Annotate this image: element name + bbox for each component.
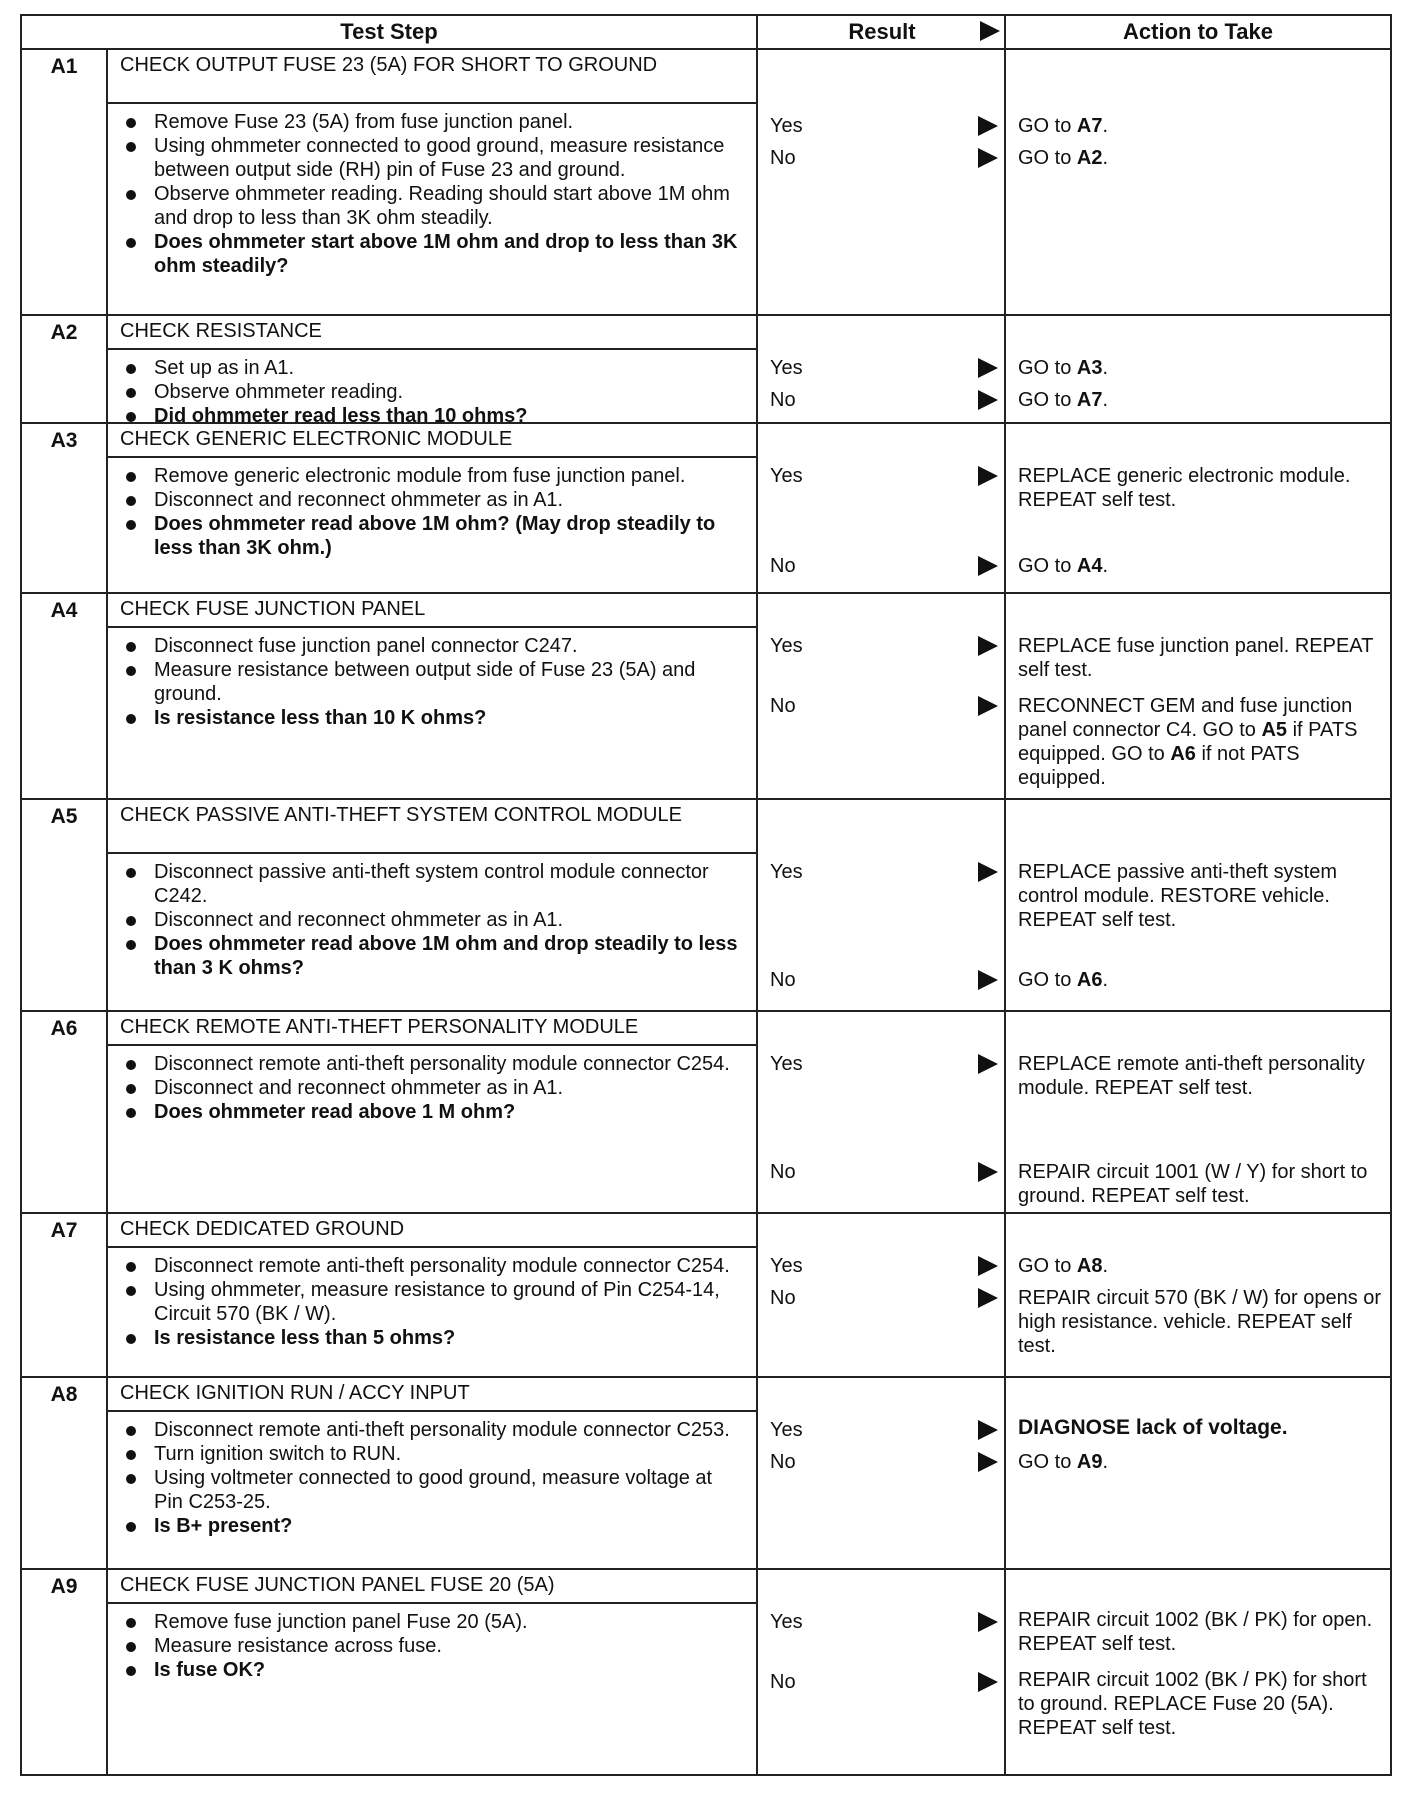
header-result — [756, 16, 1006, 48]
arrow-icon — [978, 1256, 998, 1276]
action-text: if not PATS equipped. — [1018, 743, 1300, 789]
action-column — [1004, 316, 1390, 422]
arrow-icon — [978, 1054, 998, 1074]
result-yes: Yes — [770, 1419, 803, 1441]
bullet: Disconnect remote anti-theft personality module connector C254. — [120, 1052, 746, 1076]
result-no: No — [770, 1671, 796, 1693]
arrow-icon — [978, 358, 998, 378]
step-a9 — [22, 1570, 1390, 1774]
action-text: . — [1102, 357, 1109, 379]
action-yes — [1018, 634, 1384, 682]
step-body — [106, 1412, 756, 1568]
step-a8 — [22, 1378, 1390, 1570]
step-ref: A8 — [1076, 1255, 1103, 1277]
action-text: REPAIR circuit 570 (BK / W) for opens or high resistance. vehicle. REPEAT self test. — [1018, 1287, 1382, 1357]
step-body — [106, 1046, 756, 1212]
result-no: No — [770, 969, 796, 991]
action-text: . — [1102, 147, 1109, 169]
step-a1 — [22, 50, 1390, 316]
step-a6 — [22, 1012, 1390, 1214]
step-title: CHECK DEDICATED GROUND — [106, 1214, 756, 1248]
step-id: A3 — [50, 429, 78, 452]
header-action: Action to Take — [1004, 16, 1390, 48]
step-body — [106, 1248, 756, 1376]
step-title: CHECK RESISTANCE — [106, 316, 756, 350]
result-yes: Yes — [770, 357, 803, 379]
bullet: Observe ohmmeter reading. Reading should start above 1M ohm and drop to less than 3K ohm steadily. — [120, 182, 746, 230]
action-no — [1018, 1286, 1384, 1358]
action-no — [1018, 694, 1384, 790]
step-body — [106, 854, 756, 1010]
action-text: GO to — [1018, 1255, 1077, 1277]
action-text: GO to — [1018, 555, 1077, 577]
bullet: Using voltmeter connected to good ground, measure voltage at Pin C253-25. — [120, 1466, 746, 1514]
bullet: Observe ohmmeter reading. — [120, 380, 746, 404]
question: Is fuse OK? — [120, 1658, 746, 1682]
step-a7 — [22, 1214, 1390, 1378]
result-column — [756, 1214, 1004, 1376]
step-title: CHECK GENERIC ELECTRONIC MODULE — [106, 424, 756, 458]
step-id: A2 — [50, 321, 78, 344]
result-yes: Yes — [770, 1053, 803, 1075]
action-yes — [1018, 1254, 1384, 1278]
bullet: Disconnect and reconnect ohmmeter as in A1. — [120, 488, 746, 512]
step-ref: A4 — [1076, 555, 1103, 577]
question: Does ohmmeter start above 1M ohm and drop to less than 3K ohm steadily? — [120, 230, 746, 278]
action-text: REPLACE remote anti-theft personality module. REPEAT self test. — [1018, 1053, 1365, 1099]
arrow-icon — [978, 862, 998, 882]
step-id: A8 — [50, 1383, 78, 1406]
question: Does ohmmeter read above 1 M ohm? — [120, 1100, 746, 1124]
step-title: CHECK PASSIVE ANTI-THEFT SYSTEM CONTROL MODULE — [106, 800, 756, 854]
arrow-icon — [978, 1672, 998, 1692]
step-ref: A6 — [1076, 969, 1103, 991]
result-yes: Yes — [770, 635, 803, 657]
action-text: GO to — [1018, 357, 1077, 379]
step-body — [106, 1604, 756, 1774]
step-id: A4 — [50, 599, 78, 622]
bullet: Disconnect and reconnect ohmmeter as in A1. — [120, 1076, 746, 1100]
action-column — [1004, 1378, 1390, 1568]
result-no: No — [770, 1451, 796, 1473]
result-yes: Yes — [770, 1255, 803, 1277]
result-no: No — [770, 555, 796, 577]
result-no: No — [770, 695, 796, 717]
step-ref: A6 — [1170, 743, 1196, 765]
action-no — [1018, 1160, 1384, 1208]
result-no: No — [770, 147, 796, 169]
action-text: GO to — [1018, 147, 1077, 169]
action-text: RECONNECT GEM and fuse junction panel connector C4. GO to — [1018, 695, 1353, 741]
action-text: . — [1102, 389, 1109, 411]
question: Is resistance less than 10 K ohms? — [120, 706, 746, 730]
action-text: GO to — [1018, 1451, 1077, 1473]
step-id: A1 — [50, 55, 78, 78]
action-text: if PATS equipped. GO to — [1018, 719, 1358, 765]
action-yes — [1018, 356, 1384, 380]
action-no — [1018, 968, 1384, 992]
arrow-icon — [978, 556, 998, 576]
arrow-icon — [978, 466, 998, 486]
arrow-icon — [978, 1452, 998, 1472]
bullet: Using ohmmeter connected to good ground, measure resistance between output side (RH) pin of Fuse 23 and ground. — [120, 134, 746, 182]
action-text: REPLACE passive anti-theft system control module. RESTORE vehicle. REPEAT self test. — [1018, 861, 1338, 931]
action-text: . — [1102, 555, 1109, 577]
step-a4 — [22, 594, 1390, 800]
action-no — [1018, 554, 1384, 578]
bullet: Disconnect passive anti-theft system control module connector C242. — [120, 860, 746, 908]
bullet: Disconnect fuse junction panel connector C247. — [120, 634, 746, 658]
action-text: REPLACE fuse junction panel. REPEAT self test. — [1018, 635, 1373, 681]
result-no: No — [770, 389, 796, 411]
step-ref: A3 — [1076, 357, 1103, 379]
action-text: . — [1102, 115, 1109, 137]
step-a2 — [22, 316, 1390, 427]
question: Does ohmmeter read above 1M ohm and drop steadily to less than 3 K ohms? — [120, 932, 746, 980]
result-yes: Yes — [770, 115, 803, 137]
arrow-icon — [978, 1420, 998, 1440]
step-ref: A9 — [1076, 1451, 1103, 1473]
arrow-icon — [978, 970, 998, 990]
step-a5 — [22, 800, 1390, 1012]
action-no — [1018, 388, 1384, 412]
action-yes — [1018, 1608, 1384, 1656]
arrow-icon — [978, 116, 998, 136]
table-header — [22, 16, 1390, 50]
result-yes: Yes — [770, 1611, 803, 1633]
action-text: GO to — [1018, 389, 1077, 411]
bullet: Turn ignition switch to RUN. — [120, 1442, 746, 1466]
question: Is resistance less than 5 ohms? — [120, 1326, 746, 1350]
step-ref: A2 — [1076, 147, 1103, 169]
bullet: Using ohmmeter, measure resistance to ground of Pin C254-14, Circuit 570 (BK / W). — [120, 1278, 746, 1326]
action-text: GO to — [1018, 969, 1077, 991]
action-column — [1004, 594, 1390, 798]
action-text: REPLACE generic electronic module. REPEAT self test. — [1018, 465, 1351, 511]
arrow-icon — [978, 1612, 998, 1632]
bullet: Disconnect remote anti-theft personality module connector C253. — [120, 1418, 746, 1442]
bullet: Measure resistance between output side of Fuse 23 (5A) and ground. — [120, 658, 746, 706]
action-text: . — [1102, 969, 1109, 991]
result-no: No — [770, 1161, 796, 1183]
step-title: CHECK REMOTE ANTI-THEFT PERSONALITY MODULE — [106, 1012, 756, 1046]
result-column — [756, 1378, 1004, 1568]
step-id: A7 — [50, 1219, 78, 1242]
action-column — [1004, 800, 1390, 1010]
action-text: REPAIR circuit 1002 (BK / PK) for open. REPEAT self test. — [1018, 1609, 1373, 1655]
result-column — [756, 594, 1004, 798]
bullet: Measure resistance across fuse. — [120, 1634, 746, 1658]
result-column — [756, 424, 1004, 592]
action-yes — [1018, 114, 1384, 138]
action-yes — [1018, 1416, 1384, 1440]
step-title: CHECK FUSE JUNCTION PANEL FUSE 20 (5A) — [106, 1570, 756, 1604]
result-column — [756, 50, 1004, 314]
action-text: GO to — [1018, 115, 1077, 137]
arrow-icon — [980, 21, 1000, 41]
step-ref: A7 — [1076, 115, 1103, 137]
arrow-icon — [978, 1288, 998, 1308]
bullet: Remove Fuse 23 (5A) from fuse junction panel. — [120, 110, 746, 134]
action-no — [1018, 1668, 1384, 1740]
action-column — [1004, 424, 1390, 592]
action-text: . — [1102, 1451, 1109, 1473]
arrow-icon — [978, 696, 998, 716]
step-id: A5 — [50, 805, 78, 828]
question: Is B+ present? — [120, 1514, 746, 1538]
question: Does ohmmeter read above 1M ohm? (May drop steadily to less than 3K ohm.) — [120, 512, 746, 560]
header-test-step: Test Step — [340, 19, 438, 44]
step-a3 — [22, 424, 1390, 594]
action-no — [1018, 1450, 1384, 1474]
action-column — [1004, 1570, 1390, 1774]
step-id: A6 — [50, 1017, 78, 1040]
arrow-icon — [978, 148, 998, 168]
step-ref: A5 — [1261, 719, 1288, 741]
action-no — [1018, 146, 1384, 170]
step-body — [106, 628, 756, 798]
result-column — [756, 1570, 1004, 1774]
action-column — [1004, 1214, 1390, 1376]
action-text: DIAGNOSE lack of voltage. — [1018, 1416, 1288, 1439]
result-column — [756, 1012, 1004, 1212]
bullet: Remove fuse junction panel Fuse 20 (5A). — [120, 1610, 746, 1634]
action-text: REPAIR circuit 1001 (W / Y) for short to ground. REPEAT self test. — [1018, 1161, 1368, 1207]
arrow-icon — [978, 1162, 998, 1182]
result-yes: Yes — [770, 465, 803, 487]
arrow-icon — [978, 390, 998, 410]
arrow-icon — [978, 636, 998, 656]
action-yes — [1018, 860, 1384, 932]
step-body — [106, 104, 756, 314]
step-title: CHECK FUSE JUNCTION PANEL — [106, 594, 756, 628]
header-result-label: Result — [848, 19, 916, 44]
step-id: A9 — [50, 1575, 78, 1598]
bullet: Disconnect and reconnect ohmmeter as in A1. — [120, 908, 746, 932]
result-no: No — [770, 1287, 796, 1309]
action-text: REPAIR circuit 1002 (BK / PK) for short to ground. REPLACE Fuse 20 (5A). REPEAT self test. — [1018, 1669, 1367, 1739]
step-title: CHECK IGNITION RUN / ACCY INPUT — [106, 1378, 756, 1412]
action-column — [1004, 50, 1390, 314]
bullet: Set up as in A1. — [120, 356, 746, 380]
step-ref: A7 — [1076, 389, 1103, 411]
result-yes: Yes — [770, 861, 803, 883]
step-title: CHECK OUTPUT FUSE 23 (5A) FOR SHORT TO GROUND — [106, 50, 756, 104]
action-yes — [1018, 464, 1384, 512]
result-column — [756, 800, 1004, 1010]
diagnostic-table — [20, 14, 1392, 1776]
step-body — [106, 458, 756, 592]
action-column — [1004, 1012, 1390, 1212]
action-text: . — [1102, 1255, 1109, 1277]
bullet: Remove generic electronic module from fuse junction panel. — [120, 464, 746, 488]
question: Did ohmmeter read less than 10 ohms? — [120, 404, 746, 428]
result-column — [756, 316, 1004, 422]
action-yes — [1018, 1052, 1384, 1100]
step-body — [106, 350, 756, 427]
bullet: Disconnect remote anti-theft personality module connector C254. — [120, 1254, 746, 1278]
